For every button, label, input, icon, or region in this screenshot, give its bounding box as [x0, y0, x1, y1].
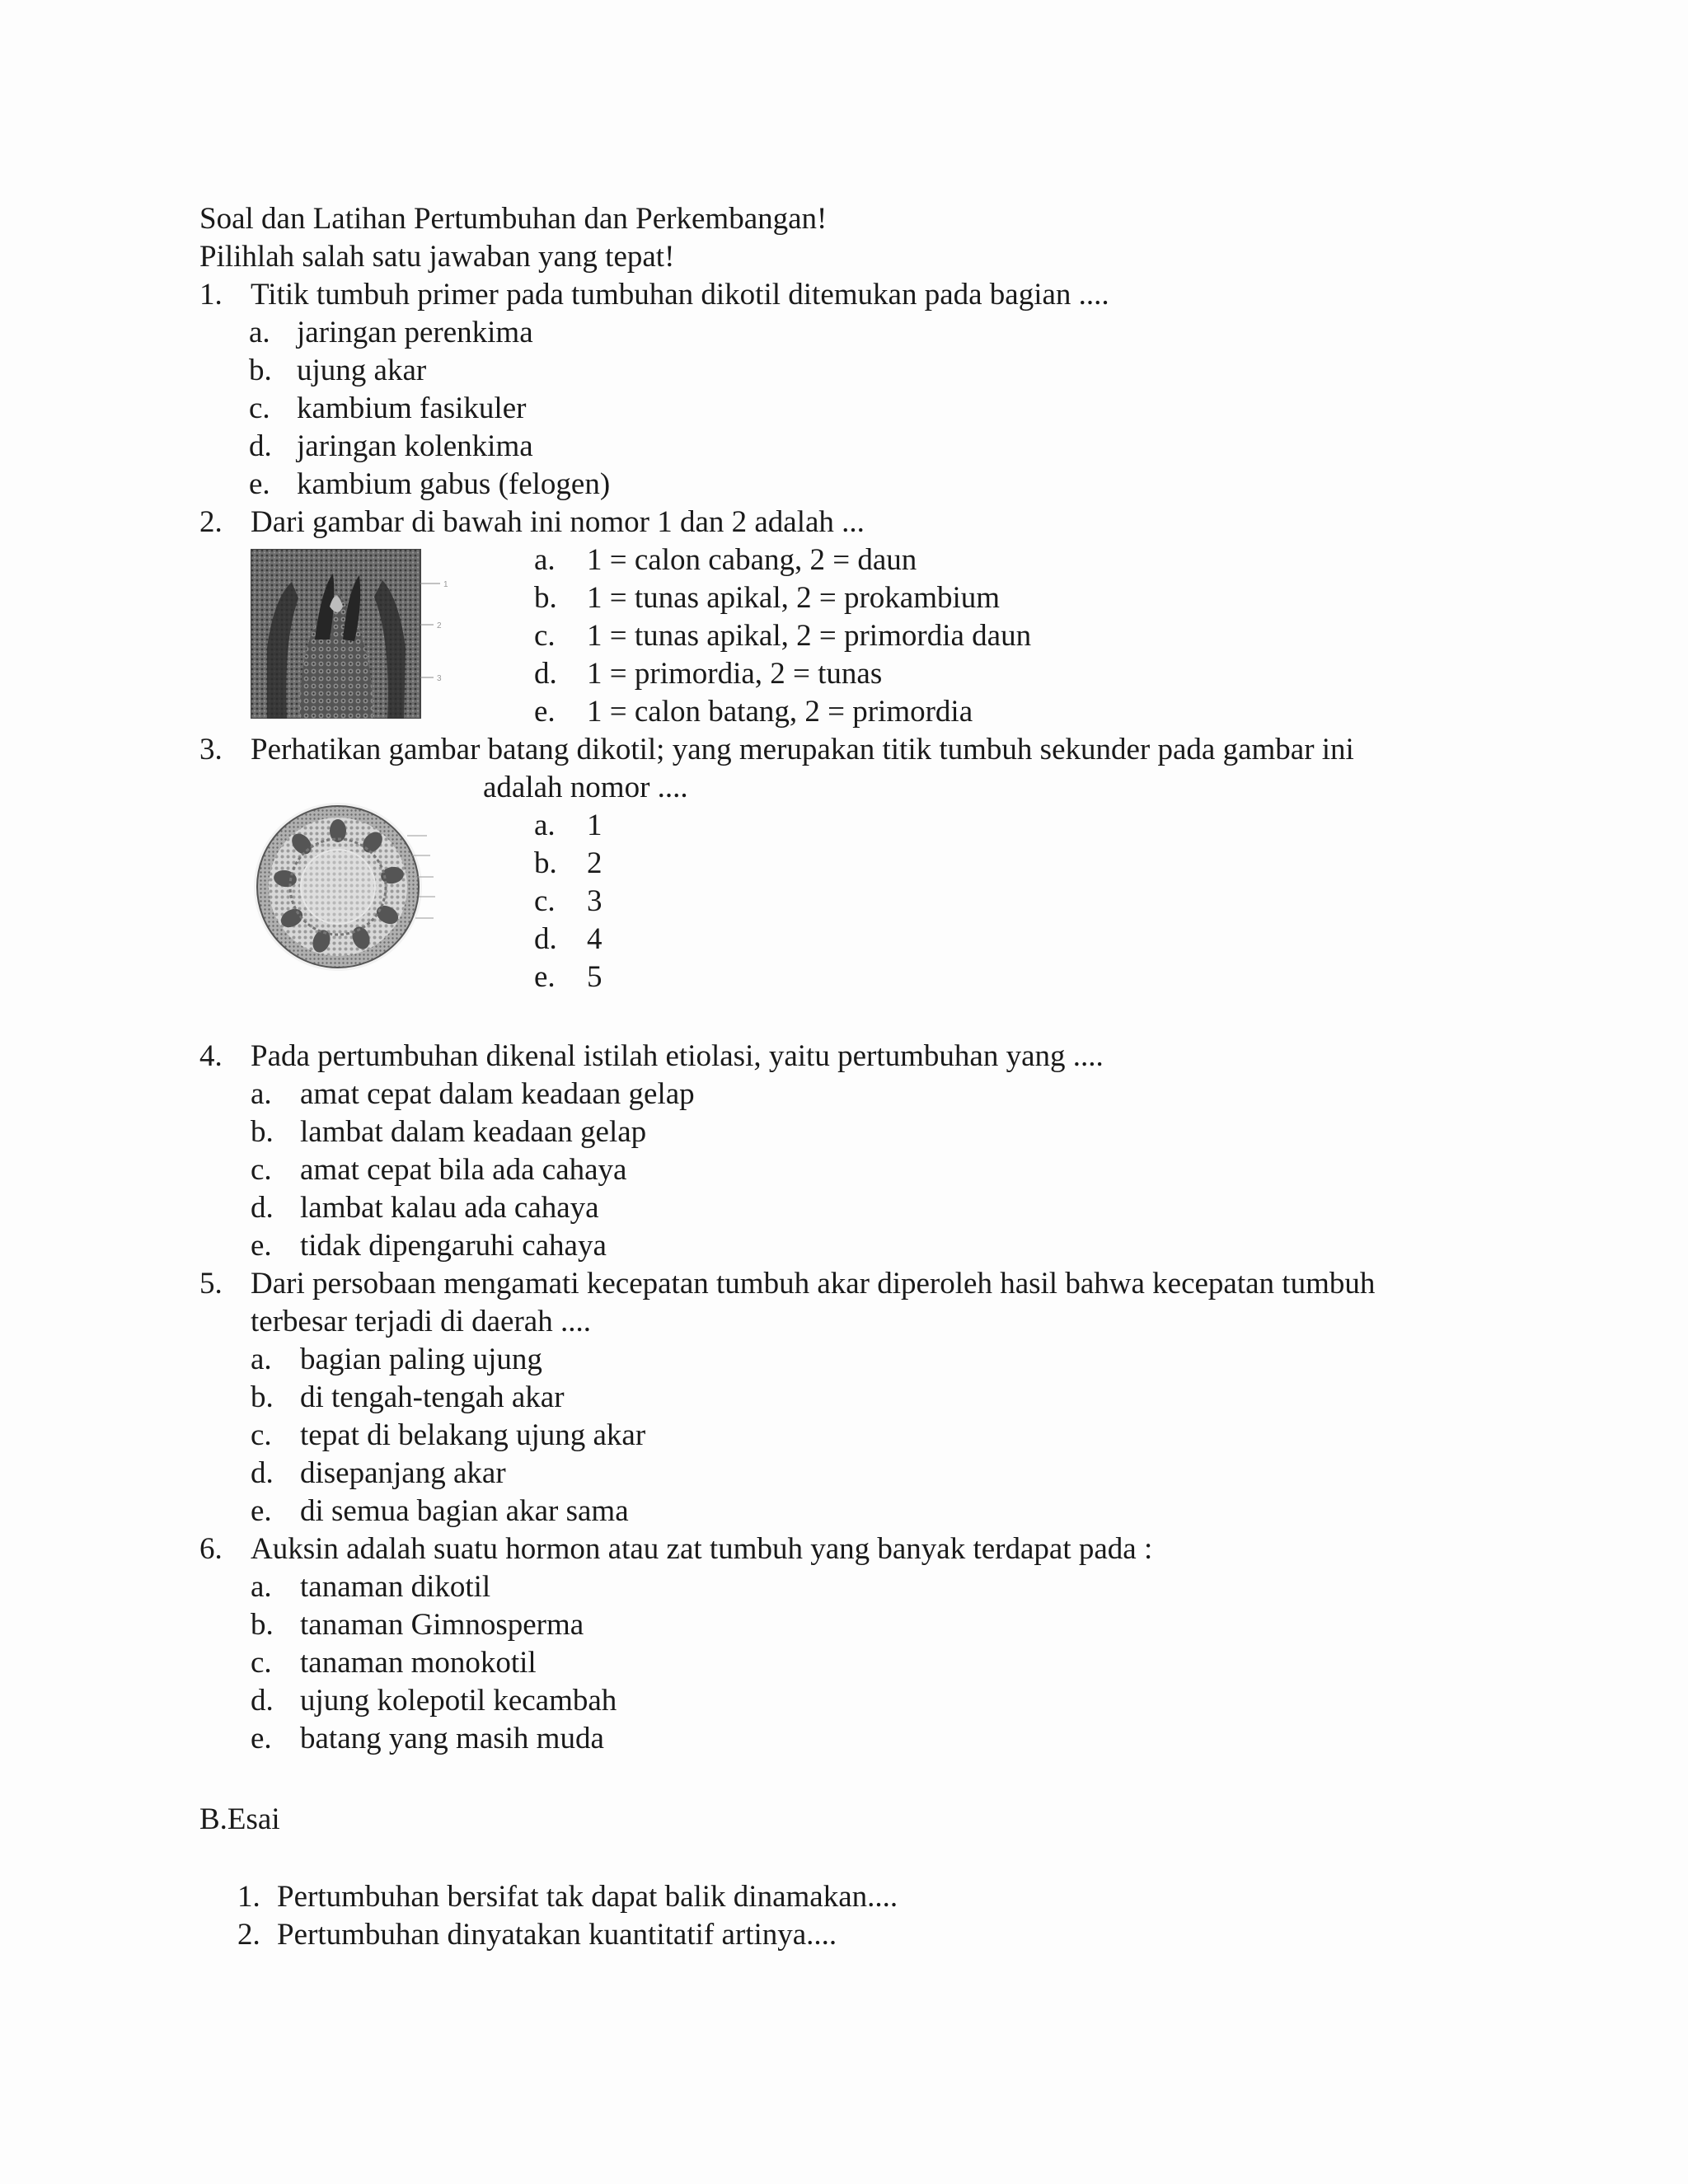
option-letter: d. [534, 657, 557, 691]
instruction: Pilihlah salah satu jawaban yang tepat! [199, 240, 675, 274]
svg-text:2: 2 [437, 621, 442, 630]
option-letter: b. [251, 1115, 274, 1149]
option-text: lambat dalam keadaan gelap [300, 1115, 647, 1149]
option-text: amat cepat dalam keadaan gelap [300, 1077, 695, 1111]
option-text: 1 = calon cabang, 2 = daun [587, 543, 917, 577]
essay-heading: B.Esai [199, 1802, 280, 1836]
option-text: jaringan kolenkima [297, 429, 533, 463]
question-number: 4. [199, 1039, 223, 1073]
question-text: Auksin adalah suatu hormon atau zat tumbuh yang banyak terdapat pada : [251, 1532, 1153, 1566]
question-number: 2. [199, 505, 223, 539]
option-letter: c. [249, 391, 270, 425]
question-number: 1. [199, 278, 223, 312]
question-text: Dari persobaan mengamati kecepatan tumbuh akar diperoleh hasil bahwa kecepatan tumbuh [251, 1267, 1376, 1301]
option-letter: c. [251, 1418, 272, 1452]
option-text: tanaman dikotil [300, 1570, 491, 1604]
question-number: 3. [199, 733, 223, 766]
question-text-continued: terbesar terjadi di daerah .... [251, 1305, 591, 1338]
option-letter: a. [251, 1343, 272, 1376]
option-letter: c. [251, 1646, 272, 1680]
svg-text:1: 1 [443, 580, 448, 589]
option-letter: c. [534, 884, 556, 918]
option-text: tidak dipengaruhi cahaya [300, 1229, 607, 1263]
option-letter: a. [534, 808, 556, 842]
option-letter: e. [534, 960, 556, 994]
svg-text:3: 3 [437, 674, 442, 683]
option-letter: a. [249, 316, 270, 349]
option-text: bagian paling ujung [300, 1343, 542, 1376]
option-letter: e. [534, 695, 556, 729]
option-letter: c. [251, 1153, 272, 1187]
option-text: jaringan perenkima [297, 316, 533, 349]
question-number: 5. [199, 1267, 223, 1301]
option-letter: b. [249, 354, 272, 387]
option-text: 1 = primordia, 2 = tunas [587, 657, 883, 691]
option-text: kambium gabus (felogen) [297, 467, 611, 501]
essay-text: Pertumbuhan dinyatakan kuantitatif artinya.... [277, 1918, 837, 1952]
option-letter: b. [534, 581, 557, 615]
option-text: 2 [587, 846, 603, 880]
option-text: tanaman monokotil [300, 1646, 537, 1680]
option-letter: d. [251, 1191, 274, 1225]
option-letter: d. [249, 429, 272, 463]
option-letter: e. [249, 467, 270, 501]
option-text: 5 [587, 960, 603, 994]
dicot-stem-figure [251, 796, 458, 974]
essay-number: 2. [237, 1918, 260, 1952]
option-text: kambium fasikuler [297, 391, 527, 425]
question-text: Titik tumbuh primer pada tumbuhan dikotil ditemukan pada bagian .... [251, 278, 1109, 312]
option-text: batang yang masih muda [300, 1722, 604, 1755]
question-text: Perhatikan gambar batang dikotil; yang merupakan titik tumbuh sekunder pada gambar ini [251, 733, 1354, 766]
option-text: 1 = tunas apikal, 2 = prokambium [587, 581, 1001, 615]
option-letter: b. [251, 1608, 274, 1642]
option-text: disepanjang akar [300, 1456, 506, 1490]
option-letter: e. [251, 1494, 272, 1528]
question-text: Dari gambar di bawah ini nomor 1 dan 2 adalah ... [251, 505, 865, 539]
option-text: 3 [587, 884, 603, 918]
question-text-continued: adalah nomor .... [483, 771, 688, 804]
option-letter: e. [251, 1229, 272, 1263]
option-letter: a. [534, 543, 556, 577]
option-letter: b. [534, 846, 557, 880]
page-title: Soal dan Latihan Pertumbuhan dan Perkembangan! [199, 202, 828, 236]
option-text: 1 = tunas apikal, 2 = primordia daun [587, 619, 1032, 653]
option-text: di semua bagian akar sama [300, 1494, 629, 1528]
option-text: 1 = calon batang, 2 = primordia [587, 695, 973, 729]
essay-number: 1. [237, 1880, 260, 1914]
option-letter: d. [534, 922, 557, 956]
question-number: 6. [199, 1532, 223, 1566]
question-text: Pada pertumbuhan dikenal istilah etiolasi, yaitu pertumbuhan yang .... [251, 1039, 1104, 1073]
option-text: 4 [587, 922, 603, 956]
option-letter: d. [251, 1684, 274, 1718]
shoot-apex-figure [251, 549, 458, 719]
option-text: di tengah-tengah akar [300, 1380, 565, 1414]
option-text: tanaman Gimnosperma [300, 1608, 584, 1642]
option-text: lambat kalau ada cahaya [300, 1191, 599, 1225]
option-letter: b. [251, 1380, 274, 1414]
option-letter: e. [251, 1722, 272, 1755]
option-text: 1 [587, 808, 603, 842]
option-text: tepat di belakang ujung akar [300, 1418, 646, 1452]
option-letter: a. [251, 1077, 272, 1111]
option-text: ujung kolepotil kecambah [300, 1684, 617, 1718]
option-text: amat cepat bila ada cahaya [300, 1153, 627, 1187]
option-letter: a. [251, 1570, 272, 1604]
option-text: ujung akar [297, 354, 427, 387]
option-letter: c. [534, 619, 556, 653]
option-letter: d. [251, 1456, 274, 1490]
essay-text: Pertumbuhan bersifat tak dapat balik dinamakan.... [277, 1880, 898, 1914]
